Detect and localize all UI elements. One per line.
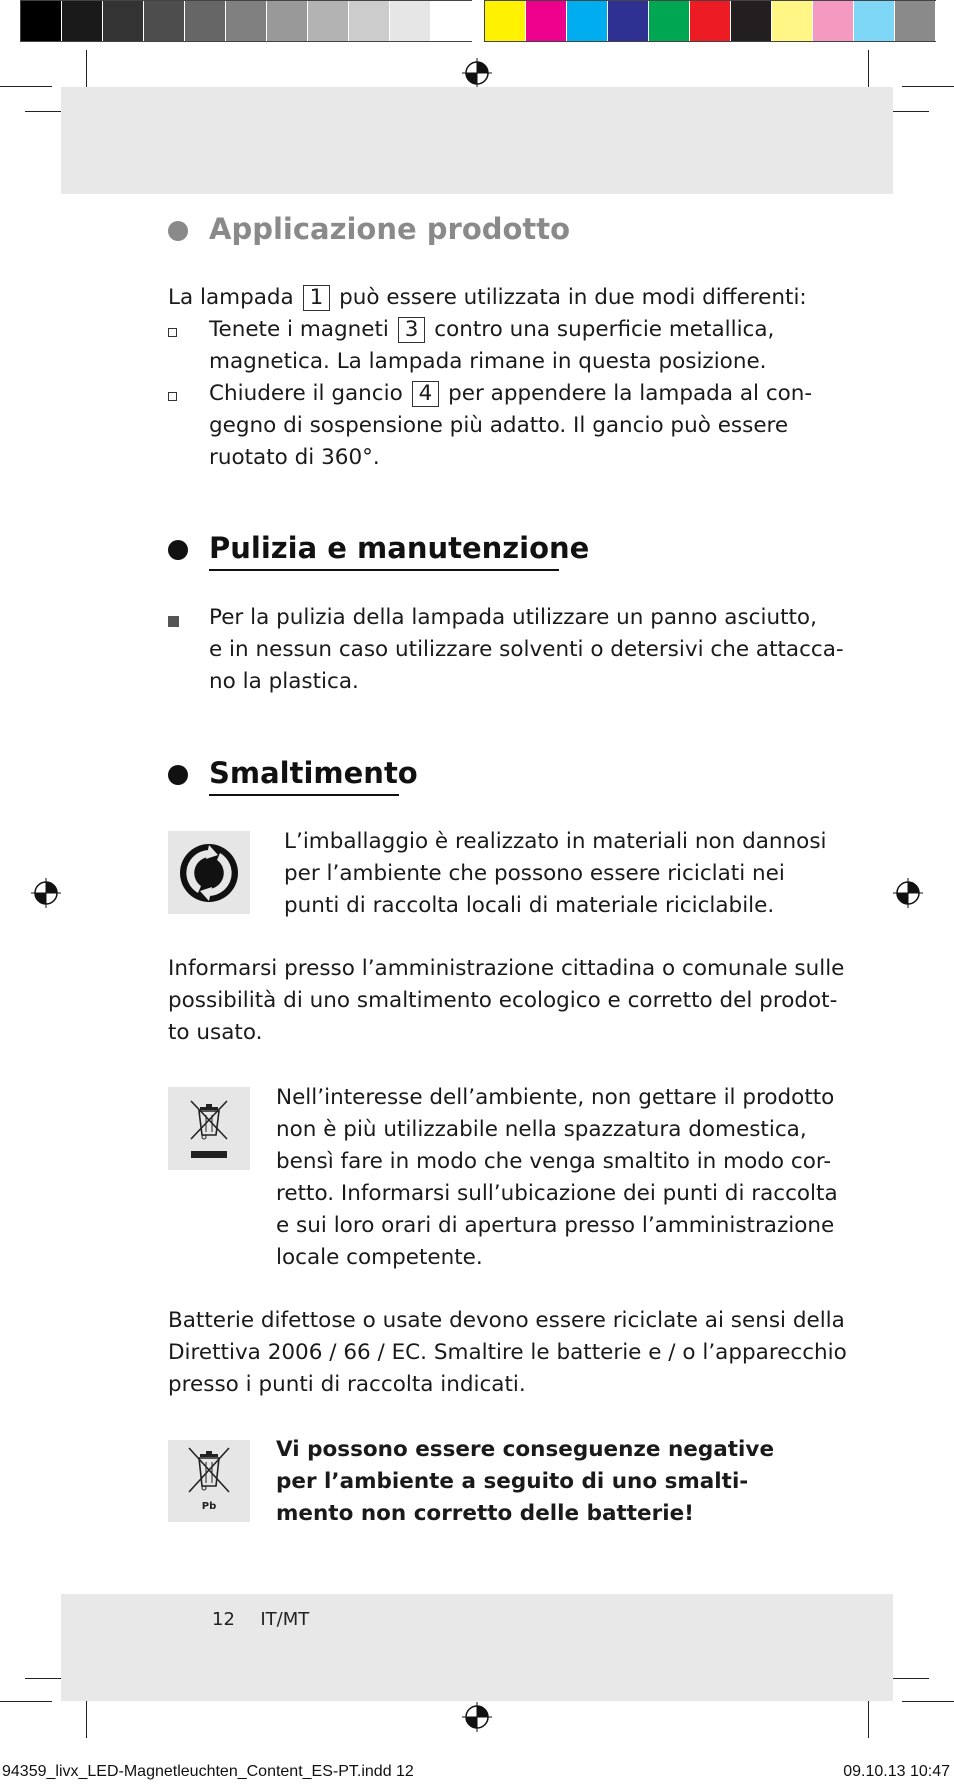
header-band (61, 87, 893, 194)
section-bullet (168, 765, 188, 785)
gray-swatch (226, 1, 267, 41)
warning-line-2: per l’ambiente a seguito di uno smalti- (276, 1469, 749, 1494)
gray-swatch (431, 1, 472, 41)
checkbox-bullet (168, 328, 177, 337)
item1-post: contro una superficie metallica, (434, 317, 775, 342)
gray-swatch (144, 1, 185, 41)
info-line-2: possibilità di uno smaltimento ecologico e corretto del prodot- (168, 988, 838, 1013)
part-number-box: 1 (303, 285, 331, 311)
color-swatch (485, 1, 526, 41)
item2-line2: gegno di sospensione più adatto. Il gancio può essere (209, 413, 789, 438)
color-swatch (813, 1, 854, 41)
cleaning-line-2: e in nessun caso utilizzare solventi o detersivi che attacca- (209, 637, 844, 662)
color-swatch (526, 1, 567, 41)
checkbox-bullet (168, 392, 177, 401)
color-swatch (854, 1, 895, 41)
warning-line-1: Vi possono essere conseguenze negative (276, 1437, 775, 1462)
color-swatch (895, 1, 936, 41)
gray-swatch (308, 1, 349, 41)
color-swatch (567, 1, 608, 41)
item2-pre: Chiudere il gancio (209, 381, 403, 406)
packaging-line-3: punti di raccolta locali di materiale riciclabile. (284, 893, 775, 918)
gray-swatch (390, 1, 431, 41)
gray-swatch (185, 1, 226, 41)
gray-swatch (62, 1, 103, 41)
gray-swatch (267, 1, 308, 41)
item2-line3: ruotato di 360°. (209, 445, 380, 470)
color-swatch (731, 1, 772, 41)
registration-mark-right (893, 878, 923, 908)
footer-band (61, 1594, 893, 1701)
weee-line-6: locale competente. (276, 1245, 483, 1270)
crossed-bin-icon (168, 1087, 250, 1170)
list-item-magnets (209, 314, 774, 378)
battery-paragraph (168, 1305, 847, 1401)
cleaning-paragraph (209, 602, 844, 698)
packaging-line-2: per l’ambiente che possono essere riciclati nei (284, 861, 785, 886)
heading-smaltimento: Smaltimento (209, 756, 418, 790)
registration-mark-left (31, 878, 61, 908)
gray-swatch (21, 1, 62, 41)
section-bullet (168, 540, 188, 560)
gray-swatch (103, 1, 144, 41)
info-line-3: to usato. (168, 1020, 263, 1045)
intro-line (168, 282, 807, 314)
battery-icon-box (168, 1440, 250, 1522)
page-number: 12 (212, 1609, 235, 1630)
registration-mark-bottom (462, 1702, 492, 1732)
weee-line-5: e sui loro orari di apertura presso l’amministrazione (276, 1213, 835, 1238)
heading-applicazione: Applicazione prodotto (209, 212, 571, 246)
section-bullet (168, 221, 188, 241)
color-swatch (772, 1, 813, 41)
packaging-line-1: L’imballaggio è realizzato in materiali non dannosi (284, 829, 827, 854)
part-number-box: 4 (412, 381, 440, 407)
heading-underline (209, 794, 399, 796)
part-number-box: 3 (398, 317, 426, 343)
battery-line-2: Direttiva 2006 / 66 / EC. Smaltire le batterie e / o l’apparecchio (168, 1340, 847, 1365)
warning-line-3: mento non corretto delle batterie! (276, 1501, 694, 1526)
weee-icon-box (168, 1087, 250, 1170)
slug-filename: 94359_livx_LED-Magnetleuchten_Content_ES-PT.indd 12 (2, 1763, 414, 1780)
heading-underline (209, 569, 559, 571)
weee-line-4: retto. Informarsi sull’ubicazione dei punti di raccolta (276, 1181, 838, 1206)
weee-line-3: bensì fare in modo che venga smaltito in modo cor- (276, 1149, 832, 1174)
weee-line-2: non è più utilizzabile nella spazzatura domestica, (276, 1117, 807, 1142)
intro-post: può essere utilizzata in due modi differenti: (339, 285, 807, 310)
battery-warning (276, 1434, 774, 1530)
color-swatch (608, 1, 649, 41)
recycling-icon-box (168, 831, 250, 914)
cleaning-line-3: no la plastica. (209, 669, 359, 694)
page-footer (212, 1609, 309, 1630)
locale-code: IT/MT (260, 1609, 310, 1630)
battery-line-3: presso i punti di raccolta indicati. (168, 1372, 526, 1397)
green-dot-recycling-icon (168, 831, 250, 914)
info-line-1: Informarsi presso l’amministrazione cittadina o comunale sulle (168, 956, 845, 981)
item2-post: per appendere la lampada al con- (448, 381, 813, 406)
item1-pre: Tenete i magneti (209, 317, 389, 342)
cleaning-line-1: Per la pulizia della lampada utilizzare un panno asciutto, (209, 605, 817, 630)
gray-swatch (349, 1, 390, 41)
crossed-bin-pb-icon (168, 1440, 250, 1522)
weee-line-1: Nell’interesse dell’ambiente, non gettare il prodotto (276, 1085, 835, 1110)
registration-mark-top (462, 58, 492, 88)
square-bullet (168, 616, 179, 627)
battery-line-1: Batterie difettose o usate devono essere riciclate ai sensi della (168, 1308, 845, 1333)
slug-timestamp: 09.10.13 10:47 (843, 1763, 950, 1780)
color-swatch (690, 1, 731, 41)
heading-pulizia: Pulizia e manutenzione (209, 531, 590, 565)
color-swatch (649, 1, 690, 41)
list-item-hook (209, 378, 812, 474)
color-bar (0, 0, 954, 44)
info-paragraph (168, 953, 844, 1049)
weee-paragraph (276, 1082, 838, 1274)
item1-line2: magnetica. La lampada rimane in questa posizione. (209, 349, 767, 374)
pb-label: Pb (201, 1501, 217, 1512)
intro-pre: La lampada (168, 285, 294, 310)
packaging-paragraph (284, 826, 827, 922)
